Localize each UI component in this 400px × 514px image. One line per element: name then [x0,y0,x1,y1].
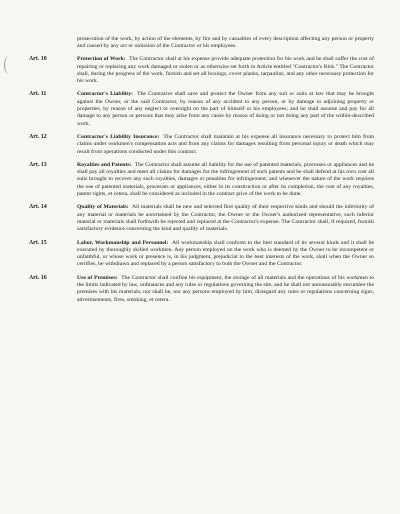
article-label: Art. 13 [29,161,47,168]
article-title: Quality of Materials: [77,204,129,211]
article-body [77,56,374,85]
article-label: Art. 12 [29,133,47,140]
article-title: Royalties and Patents: [77,161,132,168]
punch-hole-mark [4,56,14,74]
article-15 [29,240,374,269]
article-body [77,91,374,127]
article-body [77,162,374,198]
article-13 [29,162,374,198]
article-body [77,275,374,304]
article-body [77,134,374,156]
article-text: All workmanship shall conform to the best standard of its several kinds and it shall be executed by thoroughly skilled workmen. Any person employed on the work who is deemed by the Owner to be incompetent or unfaithful, or whose work or presence is, in his judgment, prejudicial to the best interests of the work, shall when the Owner so certifies, be withdrawn and replaced by a person satisfactory to both the Owner and the Contractor. [77,239,374,268]
article-text: The Contractor shall maintain at his expense all insurance necessary to protect him from claims under workmen's compensation acts and from any claims for damages resulting from personal injury or death which may result from operations conducted under this contract. [77,133,374,155]
article-label: Art. 10 [29,56,47,63]
article-11 [29,91,374,127]
article-label: Art. 11 [29,91,47,98]
article-16 [29,275,374,304]
article-text: All materials shall be new and selected first quality of their respective kinds and should the inferiority of any material or materials be ascertained by the Contractor, the Owner or the Owner's authorized representative, such inferior material or materials shall forthwith be rejected and replaced at the Contractor's expense. The Contractor shall, if required, furnish satisfactory evidence concerning the kind and quality of materials. [77,204,374,233]
article-10 [29,56,374,85]
article-title: Protection of Work: [77,56,126,63]
article-text: The Contractor shall confine his equipment, the storage of all materials and the operations of his workmen to the limits indicated by law, ordinances and any rules or regulations governing the site, and he shall not unreasonably encumber the premises with his materials; nor shall he, nor any persons employed by him, disregard any rules or regulations concerning signs, advertisements, fires, smoking, et cetera. [77,274,374,303]
article-title: Contractor's Liability: [77,91,133,98]
article-text: The Contractor shall assume all liability for the use of patented materials, processes or appliances and he shall pay all royalties and meet all claims for damages for the infringement of such patents and he shall defend at his own cost all suits brought to recover any such royalties, damages or penalties for infringement; and whenever the nature of the work requires the use of patented materials, processes or appliances, either in its construction or after its completion, the cost of any royalties, patent rights, et cetera, shall be considered as included in the contract price of the work to be done. [77,161,374,198]
article-body [77,204,374,233]
article-title: Contractor's Liability Insurance: [77,133,160,140]
article-body [77,240,374,269]
article-text: The Contractor shall save and protect the Owner from any suit or suits at law that may be brought against the Owner, or the said Contractor, by reason of any accident to any person, or by damage to adjoining property or properties, by reason of any neglect or oversight on the part of himself or his employees; and he shall assume and pay for all damage to any person or persons that may arise from any cause by reason of doing or not doing any part of the within-described work. [77,91,375,127]
article-label: Art. 16 [29,274,47,281]
article-12 [29,134,374,156]
article-14 [29,204,374,233]
article-title: Labor, Workmanship and Personnel: [77,239,169,246]
article-text: The Contractor shall at his expense provide adequate protection for his work and he shall suffer the cost of repairing or replacing any work damaged or stolen or as otherwise set forth in Article entitled "Contractor's Risk." The Contractor shall, during the progress of the work, furnish and set all boxings, cover planks, tarpaulins, and any other necessary protection for his work. [77,56,374,85]
intro-paragraph: prosecution of the work, by action of the elements, by fire and by casualties of every description affecting any person or property and caused by any act or omission of the Contractor or his employees. [77,35,374,49]
article-label: Art. 14 [29,204,47,211]
article-label: Art. 15 [29,239,47,246]
article-title: Use of Premises: [77,274,118,281]
